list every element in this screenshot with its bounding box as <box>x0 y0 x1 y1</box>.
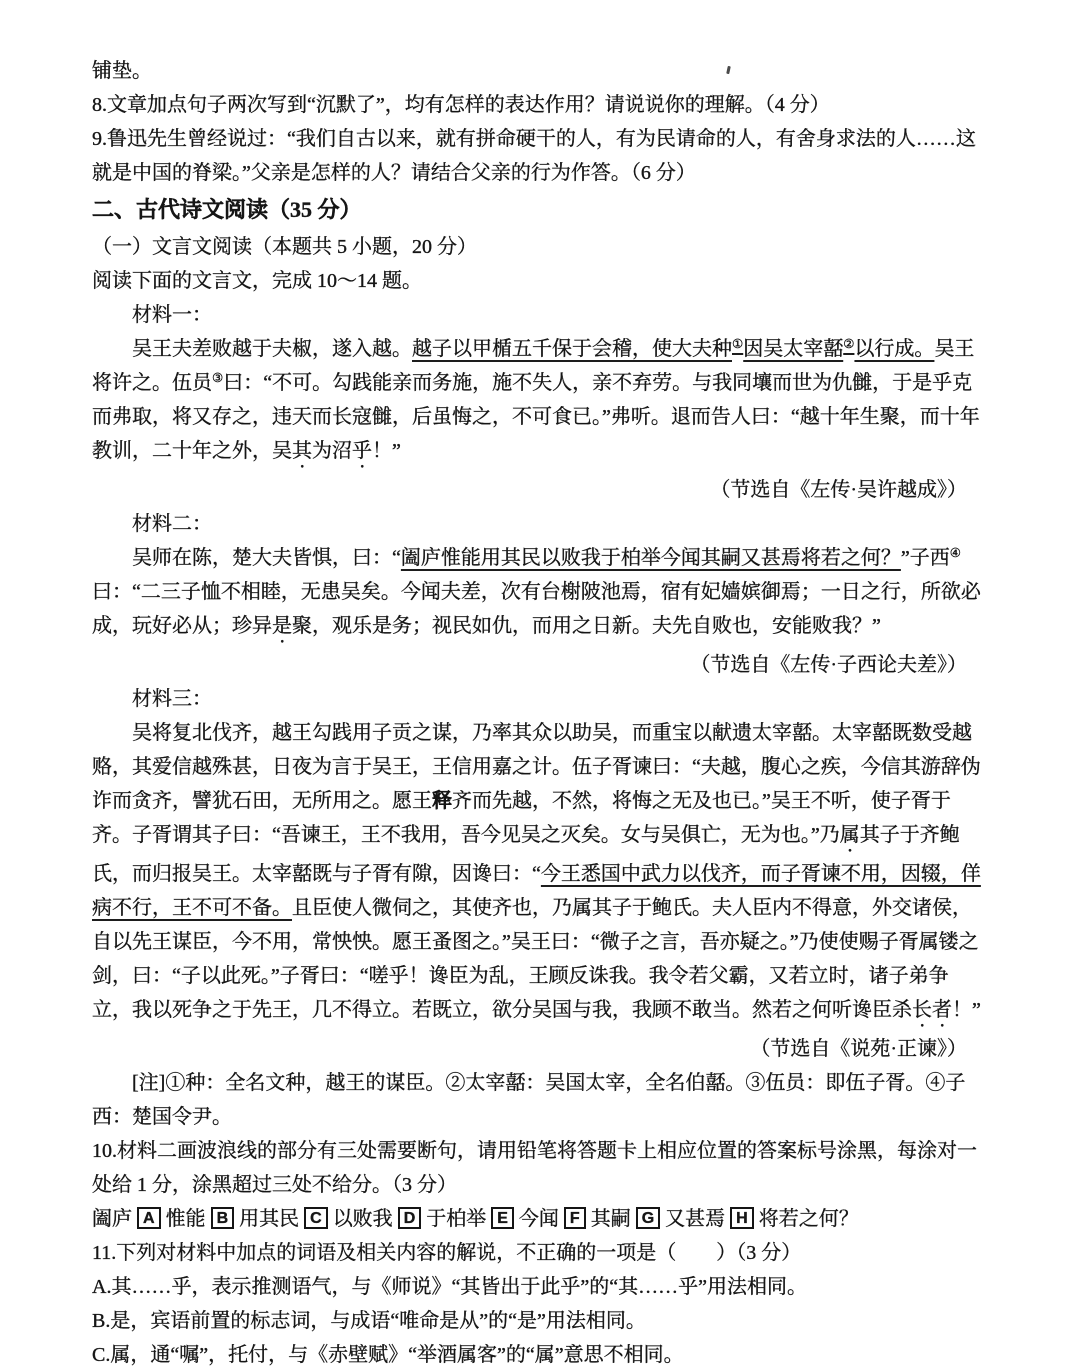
sentence-break-choice: E <box>491 1207 514 1229</box>
text-run: 于柏举 <box>426 1208 487 1230</box>
text-run: （节选自《左传·子西论夫差》） <box>690 654 967 676</box>
text-run: 9.鲁迅先生曾经说过：“我们自古以来，就有拼命硬干的人，有为民请命的人，有舍身求法的人……这就是中国的脊梁。”父亲是怎样的人？请结合父亲的行为作答。（6 分） <box>92 128 976 184</box>
material-3-text <box>92 716 985 1032</box>
footnote-ref: ① <box>732 337 744 351</box>
footnote-ref: ④ <box>949 546 961 560</box>
question-11 <box>92 1236 985 1270</box>
text-run: ！” <box>952 999 981 1021</box>
footnote-ref: ② <box>843 337 855 351</box>
question-11-option-b <box>92 1304 985 1338</box>
underlined-passage: 今王悉国中武力以伐齐，而子胥谏不用，因辍，佯病不行，王不可不备。 <box>92 863 981 919</box>
text-run: 11.下列对材料中加点的词语及相关内容的解说，不正确的一项是（ ）（3 分） <box>92 1242 802 1264</box>
sentence-break-choice: A <box>137 1207 161 1229</box>
text-run: 其嗣 <box>590 1208 631 1230</box>
sentence-break-choice: H <box>730 1207 754 1229</box>
text-run: 10.材料二画波浪线的部分有三处需要断句，请用铅笔将答题卡上相应位置的答案标号涂黑，每涂对一处给 1 分，涂黑超过三处不给分。（3 分） <box>92 1140 977 1196</box>
text-run: 用其民 <box>239 1208 300 1230</box>
text-run: 二、古代诗文阅读（35 分） <box>92 197 362 222</box>
text-run: 齐而先越，不然，将悔之无及也已。”吴王不听，使子胥于齐。子胥谓其子曰：“吾谏王，王不我用，吾今见吴之灭矣。女与吴俱亡，无为也。”乃 <box>92 790 951 846</box>
material-3-source <box>92 1032 985 1066</box>
text-run: B.是，宾语前置的标志词，与成语“唯命是从”的“是”用法相同。 <box>92 1310 646 1332</box>
underlined-passage: 阖庐惟能用其民以败我于柏举今闻其嗣又甚焉将若之何？ <box>400 547 901 569</box>
text-run: A.其……乎，表示推测语气，与《师说》“其皆出于此乎”的“其……乎”用法相同。 <box>92 1276 807 1298</box>
text-run: 且臣使人微伺之，其使齐也，乃属其子于鲍氏。夫人臣内不得意，外交诸侯，自以先王谋臣，今不用，常怏怏。愿王蚤图之。”吴王曰：“微子之言，吾亦疑之。”乃使使赐子胥属镂之剑，曰：“子以此死。”子胥曰：“嗟乎！谗臣为乱，王顾反诛我。我令若父霸，又若立时，诸子弟争立，我以死争之于先王，几不得立。若既立，欲分吴国与我，我顾不敢当。然若之何听谗臣杀 <box>92 897 979 1021</box>
text-run: （节选自《说苑·正谏》） <box>750 1038 967 1060</box>
text-run: 惟能 <box>165 1208 206 1230</box>
emphasized-word: 属 <box>839 824 860 846</box>
text-run: 材料三： <box>132 688 212 710</box>
text-run: 吴师在陈，楚大夫皆惧，曰：“ <box>132 547 401 569</box>
text-run: 材料一： <box>132 304 212 326</box>
text-run: 吴将复北伐齐，越王勾践用子贡之谋，乃率其众以助吴，而重宝以献遗太宰嚭。太宰嚭既数受越赂，其爱信越殊甚，日夜为言于吴王，王信用嘉之计。伍子胥谏曰：“夫越，腹心之疾，今信其游辞伪诈而贪齐，譬犹石田，无所用之。愿王 <box>92 722 981 812</box>
text-run: 8.文章加点句子两次写到“沉默了”，均有怎样的表达作用？请说说你的理解。（4 分） <box>92 94 830 116</box>
material-1-label <box>92 298 985 332</box>
text-run: 今闻 <box>518 1208 559 1230</box>
text-run: C.属，通“嘱”，托付，与《赤壁赋》“举酒属客”的“属”意思不相同。 <box>92 1344 684 1366</box>
sentence-break-choice: B <box>211 1207 235 1229</box>
underlined-passage: 越子以甲楯五千保于会稽，使大夫种 <box>412 338 732 360</box>
emphasized-word: 是 <box>272 615 292 637</box>
paragraph-leadin <box>92 54 985 88</box>
question-9 <box>92 122 985 190</box>
material-2-source <box>92 648 985 682</box>
question-8 <box>92 88 985 122</box>
underlined-passage: 因吴太宰嚭 <box>743 338 844 360</box>
text-run: 又甚焉 <box>665 1208 726 1230</box>
subsection-heading <box>92 230 985 264</box>
reading-instruction <box>92 264 985 298</box>
text-run: 为沼 <box>312 440 352 462</box>
material-1-text <box>92 332 985 473</box>
text-run: 铺垫。 <box>92 60 152 82</box>
footnotes <box>92 1066 985 1134</box>
bold-word: 释 <box>432 790 452 812</box>
text-run: 阖庐 <box>92 1208 132 1230</box>
section-heading <box>92 190 985 230</box>
question-10-choices <box>92 1202 985 1236</box>
text-run: 将若之何？ <box>758 1208 859 1230</box>
material-2-text <box>92 541 985 648</box>
text-run: ！” <box>372 440 401 462</box>
emphasized-word: 其 <box>292 440 312 462</box>
text-run: 曰：“二三子恤不相睦，无患吴矣。今闻夫差，次有台榭陂池焉，宿有妃嫱嫔御焉；一日之行，所欲必成，玩好必从；珍异 <box>92 581 981 637</box>
material-2-label <box>92 507 985 541</box>
text-run: 吴王将许之。伍员 <box>92 338 975 394</box>
question-11-option-a <box>92 1270 985 1304</box>
underlined-passage: 以行成。 <box>854 338 935 360</box>
text-run: 其子于齐鲍氏，而归报吴王。太宰嚭既与子胥有隙，因谗曰：“ <box>92 824 960 885</box>
footnote-ref: ③ <box>212 371 224 385</box>
sentence-break-choice: F <box>564 1207 586 1229</box>
text-run: [注]①种：全名文种，越王的谋臣。②太宰嚭：吴国太宰，全名伯嚭。③伍员：即伍子胥。④子西：楚国令尹。 <box>92 1072 966 1128</box>
question-11-option-c <box>92 1338 985 1372</box>
emphasized-word: 乎 <box>352 440 372 462</box>
question-10 <box>92 1134 985 1202</box>
text-run: 曰：“不可。勾践能亲而务施，施不失人，亲不弃劳。与我同壤而世为仇雠，于是乎克而弗取，将又存之，违天而长寇雠，后虽悔之，不可食已。”弗听。退而告人曰：“越十年生聚，而十年教训，二十年之外，吴 <box>92 372 980 462</box>
text-run: 材料二： <box>132 513 212 535</box>
text-run: 以败我 <box>332 1208 393 1230</box>
text-run: 阅读下面的文言文，完成 10～14 题。 <box>92 270 422 292</box>
text-run: ”子西 <box>900 547 950 569</box>
sentence-break-choice: D <box>398 1207 422 1229</box>
material-3-label <box>92 682 985 716</box>
sentence-break-choice: C <box>304 1207 328 1229</box>
sentence-break-choice: G <box>636 1207 660 1229</box>
material-1-source <box>92 473 985 507</box>
text-run: 聚，观乐是务；视民如仇，而用之日新。夫先自败也，安能败我？” <box>292 615 881 637</box>
text-run: 吴王夫差败越于夫椒，遂入越。 <box>132 338 412 360</box>
text-run: （节选自《左传·吴许越成》） <box>710 479 967 501</box>
text-run: （一）文言文阅读（本题共 5 小题，20 分） <box>92 236 477 258</box>
emphasized-word: 长者 <box>912 999 952 1021</box>
